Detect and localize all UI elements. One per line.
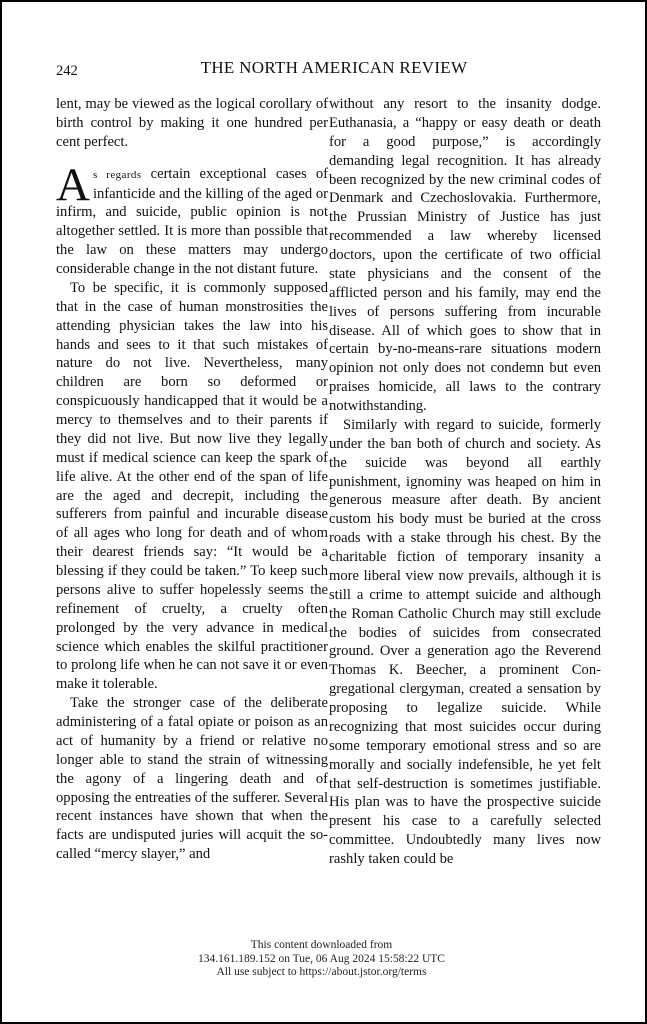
section-opening-paragraph — [56, 158, 328, 279]
small-caps-lead: s regards — [92, 168, 142, 181]
page-number: 242 — [56, 63, 78, 79]
right-paragraph-2: Similarly with regard to suicide, formerly under the ban both of church and society. As the suicide was beyond all earthly punishment, ignominy was heaped on him in generous measure after death. By ancient custom his body must be buried at the cross roads with a stake through his chest. By the charitable fiction of temporary insanity a more liberal view now prevails, although it is still a crime to attempt suicide and although the Roman Catholic Church may still exclude the bodies of suicides from consecrated ground. Over a generation ago the Reverend Thomas K. Beecher, a prominent Congregational clergyman, created a sensation by proposing to legalize suicide. While recognizing that most suicides occur during some temporary emotional stress and so are morally and socially indefensible, he yet felt that self-destruction is sometimes justifiable. His plan was to have the prospective suicide present his case to a carefully selected committee. Undoubtedly many lives now rashly taken could be — [329, 416, 601, 867]
drop-cap: A — [56, 158, 90, 211]
left-continuation-paragraph: lent, may be viewed as the logical corollary of birth control by making it one hundred per cent perfect. — [56, 96, 328, 150]
download-notice-line-2: 134.161.189.152 on Tue, 06 Aug 2024 15:58:22 UTC — [198, 952, 445, 965]
left-paragraph-3: Take the stronger case of the deliberate administering of a fatal opiate or poison as an act of humanity by a friend or relative no longer able to stand the strain of witnessing the agony of a lingering death and of opposing the entreaties of the sufferer. Several recent instances have shown that when the facts are undisputed juries will acquit the so-called “mercy slayer,” and — [56, 695, 328, 863]
running-header — [56, 58, 612, 80]
left-paragraph-2: To be specific, it is commonly supposed that in the case of human monstrosities the attending physician takes the law into his hands and sees to it that such mistakes of nature do not live. Nevertheless, many children are born so deformed or conspicuously handicapped that it would be a mercy to themselves and to their parents if they did not live. But now live they legally must if medical science can keep the spark of life alive. At the other end of the span of life are the aged and decrepit, including the sufferers from painful and incurable disease of all ages who long for death and of whom their dearest friends say: “It would be a blessing if they could be taken.” To keep such persons alive to suffer hopelessly seems the refinement of cruelty, a cruelty often prolonged by the very advance in medical science which enables the skilful practitioner to prolong life when he can not save it or even make it tolerable. — [56, 279, 328, 693]
download-notice — [0, 939, 643, 980]
right-column — [329, 95, 601, 869]
journal-title: THE NORTH AMERICAN REVIEW — [200, 58, 468, 77]
right-continuation-paragraph: without any resort to the insanity dodge. Euthanasia, a “happy or easy death or death for a good purpose,” is accordingly demanding legal recognition. It has already been recognized by the new criminal codes of Denmark and Czechoslovakia. Furthermore, the Prussian Ministry of Justice has just recommended a law whereby licensed doctors, upon the certificate of two official state physicians and the consent of the afflicted person and his family, may end the lives of persons suffering from incurable disease. All of which goes to show that in certain by-no-means-rare situations modern opinion not only does not condemn but even praises homicide, all laws to the contrary notwithstanding. — [329, 96, 601, 414]
left-column — [56, 95, 328, 864]
download-notice-line-1: This content downloaded from — [250, 939, 393, 951]
download-notice-line-3: All use subject to https://about.jstor.org/terms — [216, 966, 427, 978]
section-opening-text: certain exceptional cases of infanticide and the killing of the aged or infirm, and suicide, public opinion is not altogether settled. It is more than possible that the law on these matters may undergo considerable change in the not distant future. — [56, 165, 328, 277]
